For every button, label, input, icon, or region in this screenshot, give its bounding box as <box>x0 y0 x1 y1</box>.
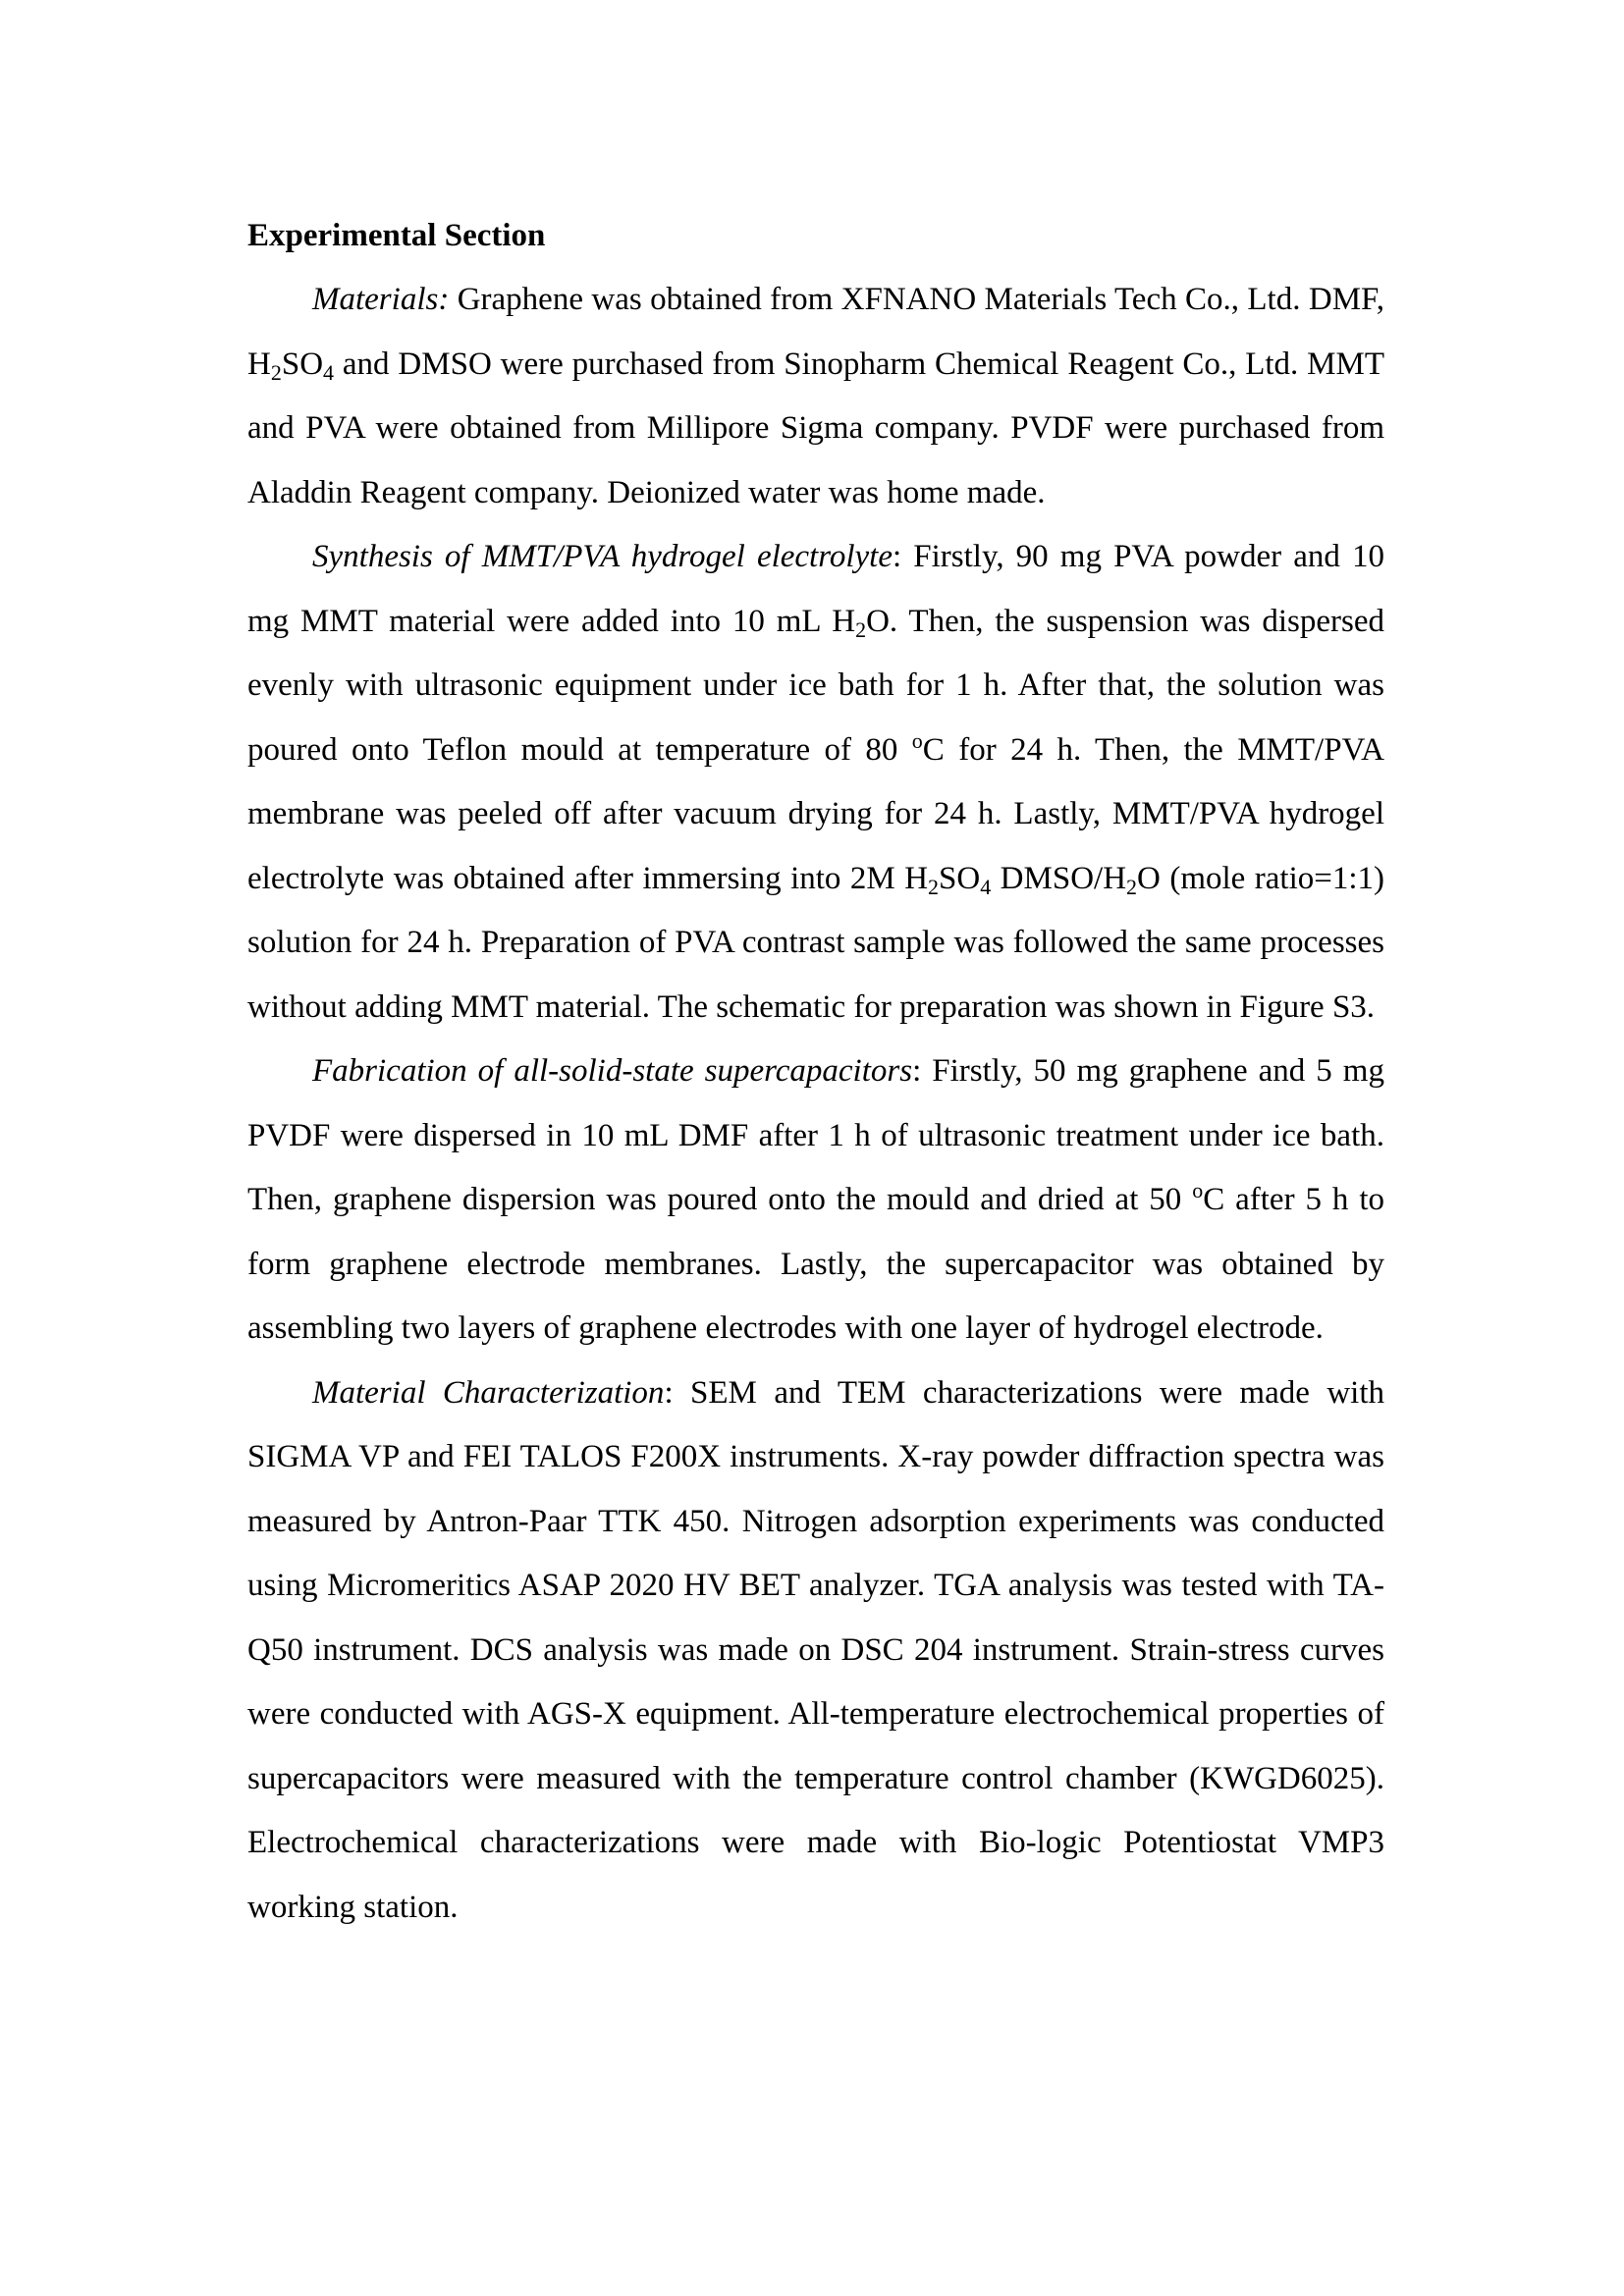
paragraph-text: : SEM and TEM characterizations were made with SIGMA VP and FEI TALOS F200X instruments. X-ray powder diffraction spectra was measured by Antron-Paar TTK 450. Nitrogen adsorption experiments was conducted using Micromeritics ASAP 2020 HV BET analyzer. TGA analysis was tested with TA-Q50 instrument. DCS analysis was made on DSC 204 instrument. Strain-stress curves were conducted with AGS-X equipment. All-temperature electrochemical properties of supercapacitors were measured with the temperature control chamber (KWGD6025). Electrochemical characterizations were made with Bio-logic Potentiostat VMP3 working station. <box>247 1374 1384 1925</box>
paragraph-text: C after 5 h to form graphene electrode membranes. Lastly, the supercapacitor was obtained by assembling two layers of graphene electrodes with one layer of hydrogel electrode. <box>247 1182 1384 1346</box>
paragraph-text: O (mole ratio=1:1) solution for 24 h. Preparation of PVA contrast sample was followed the same processes without adding MMT material. The schematic for preparation was shown in Figure S3. <box>247 860 1385 1025</box>
subscript: 2 <box>855 616 867 642</box>
document-page <box>247 204 1384 1940</box>
subscript: 4 <box>980 874 992 899</box>
paragraph-text: and DMSO were purchased from Sinopharm Chemical Reagent Co., Ltd. MMT and PVA were obtained from Millipore Sigma company. PVDF were purchased from Aladdin Reagent company. Deionized water was home made. <box>247 346 1384 510</box>
paragraph-synthesis <box>247 525 1384 1040</box>
subscript: 2 <box>928 874 940 899</box>
paragraph-text: SO <box>939 860 981 896</box>
paragraph-text: DMSO/H <box>991 860 1127 896</box>
section-heading: Experimental Section <box>247 218 546 253</box>
paragraph-text: Graphene was obtained from XFNANO Materials Tech Co., Ltd. DMF, H <box>247 282 1384 382</box>
superscript: o <box>1192 1178 1204 1202</box>
paragraph-text: SO <box>281 346 324 382</box>
paragraph-lead: Material Characterization <box>312 1374 665 1411</box>
subscript: 4 <box>323 359 335 385</box>
paragraph-text: : Firstly, 90 mg PVA powder and 10 mg MMT material were added into 10 mL H <box>247 539 1384 639</box>
paragraph-text: C for 24 h. Then, the MMT/PVA membrane was peeled off after vacuum drying for 24 h. Lastly, MMT/PVA hydrogel electrolyte was obtained after immersing into 2M H <box>247 731 1384 896</box>
paragraph-characterization <box>247 1362 1384 1941</box>
paragraph-text: O. Then, the suspension was dispersed evenly with ultrasonic equipment under ice bath for 1 h. After that, the solution was poured onto Teflon mould at temperature of 80 <box>247 603 1385 768</box>
paragraph-lead: Materials: <box>312 282 450 317</box>
superscript: o <box>911 727 923 753</box>
paragraph-lead: Fabrication of all-solid-state supercapacitors <box>312 1053 913 1089</box>
paragraph-fabrication <box>247 1040 1384 1362</box>
paragraph-materials <box>247 268 1384 525</box>
paragraph-text: : Firstly, 50 mg graphene and 5 mg PVDF were dispersed in 10 mL DMF after 1 h of ultrasonic treatment under ice bath. Then, graphene dispersion was poured onto the mould and dried at 50 <box>247 1053 1384 1217</box>
subscript: 2 <box>1126 874 1138 899</box>
subscript: 2 <box>270 359 282 385</box>
paragraph-lead: Synthesis of MMT/PVA hydrogel electrolyte <box>312 539 893 574</box>
